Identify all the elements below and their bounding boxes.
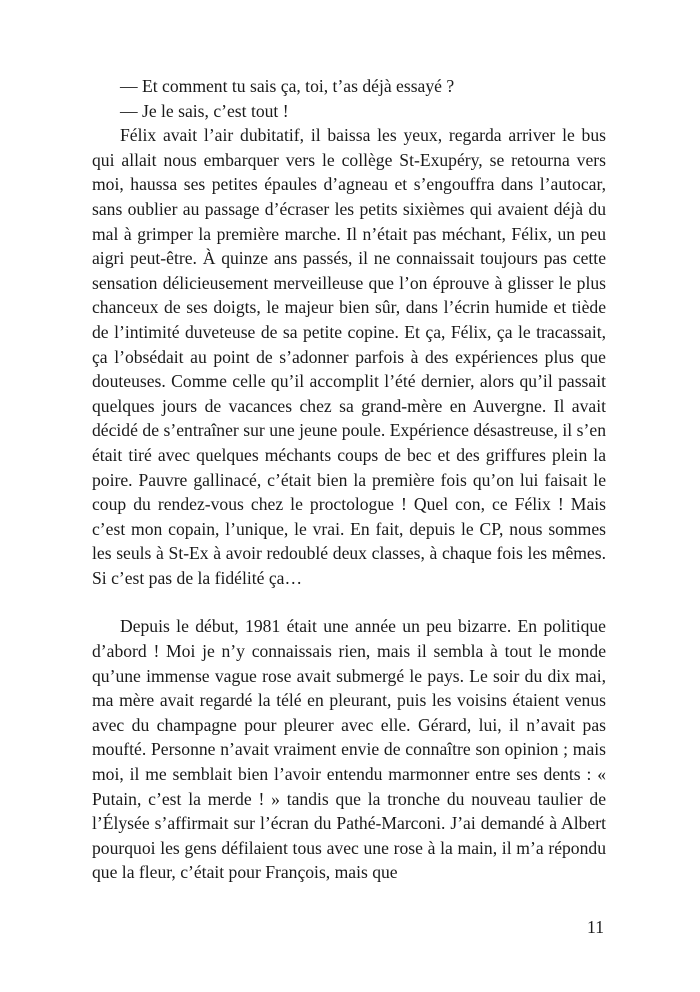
paragraph: Depuis le début, 1981 était une année un peu bizarre. En politique d’abord ! Moi je n’y connaissais rien, mais il sembla à tout le monde qu’une immense vague rose avait submergé le pays. Le soir du dix mai, ma mère avait regardé la télé en pleurant, puis les voisins étaient venus avec du champagne pour pleurer avec elle. Gérard, lui, il n’avait pas moufté. Personne n’avait vraiment envie de connaître son opinion ; mais moi, il me semblait bien l’avoir entendu marmonner entre ses dents : « Putain, c’est la merde ! » tandis que la tronche du nouveau taulier de l’Élysée s’affirmait sur l’écran du Pathé-Marconi. J’ai demandé à Albert pourquoi les gens défilaient tous avec une rose à la main, il m’a répondu que la fleur, c’était pour François, mais que — [92, 616, 606, 883]
paragraph: Félix avait l’air dubitatif, il baissa les yeux, regarda arriver le bus qui allait nous embarquer vers le collège St-Exupéry, se retourna vers moi, haussa ses petites épaules d’agneau et s’engouffra dans l’autocar, sans oublier au passage d’écraser les petits sixièmes qui avaient déjà du mal à grimper la première marche. Il n’était pas méchant, Félix, un peu aigri peut-être. À quinze ans passés, il ne connaissait toujours pas cette sensation délicieusement merveilleuse que l’on éprouve à glisser le plus chanceux de ses doigts, le majeur bien sûr, dans l’écrin humide et tiède de l’intimité duveteuse de sa petite copine. Et ça, Félix, ça le tracassait, ça l’obsédait au point de s’adonner parfois à des expériences plus que douteuses. Comme celle qu’il accomplit l’été dernier, alors qu’il passait quelques jours de vacances chez sa grand-mère en Auvergne. Il avait décidé de s’entraîner sur une jeune poule. Expérience désastreuse, il s’en était tiré avec quelques méchants coups de bec et des griffures plein la poire. Pauvre gallinacé, c’était bien la première fois qu’on lui faisait le coup du rendez-vous chez le proctologue ! Quel con, ce Félix ! Mais c’est mon copain, l’unique, le vrai. En fait, depuis le CP, nous sommes les seuls à St-Ex à avoir redoublé deux classes, à chaque fois les mêmes. Si c’est pas de la fidélité ça… — [92, 125, 606, 588]
dialogue-line: — Je le sais, c’est tout ! — [120, 100, 289, 121]
page-body — [92, 74, 606, 885]
page-number: 11 — [587, 917, 604, 937]
dialogue-line: — Et comment tu sais ça, toi, t’as déjà essayé ? — [120, 76, 455, 96]
